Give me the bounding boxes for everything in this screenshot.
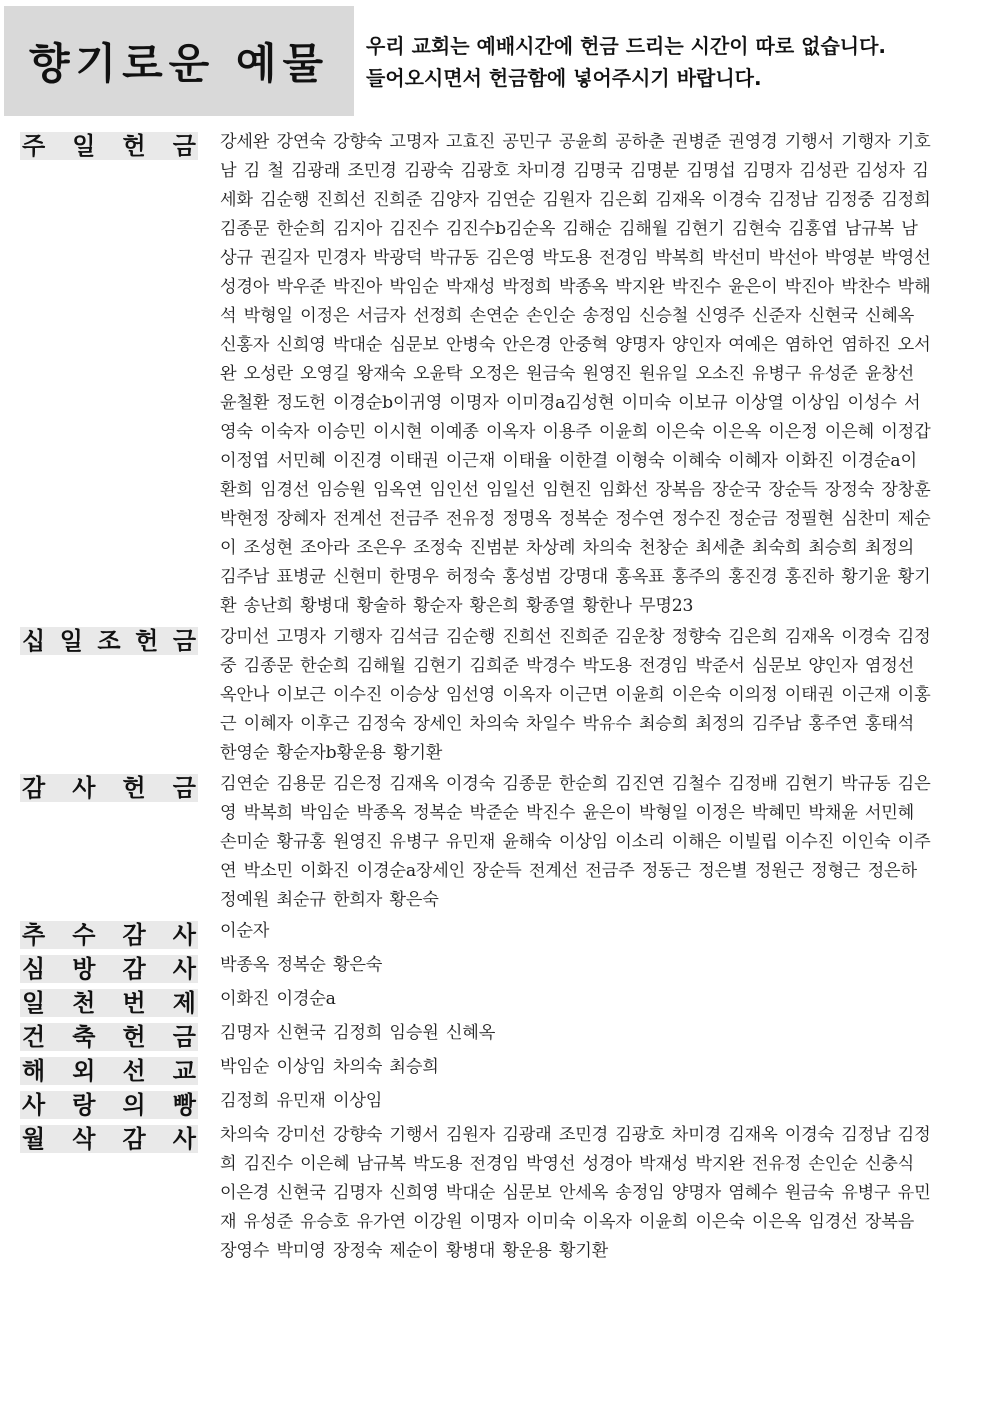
- section-label-char: 십: [22, 627, 46, 655]
- section-label-char: 의: [122, 1091, 146, 1119]
- section-label-char: 선: [122, 1057, 146, 1085]
- donor-names: 김연순 김용문 김은정 김재옥 이경숙 김종문 한순희 김진연 김철수 김정배 김현기 박규동 김은영 박복희 박임순 박종옥 정복순 박준순 박진수 윤은이 박형일 이정은 박혜민 박채윤 서민혜 손미순 황규홍 원영진 유병구 유민재 윤해숙 이상임 이소리 이해은 이빌립 이수진 이인숙 이주연 박소민 이화진 이경순a장세인 장순득 전계선 전금주 정동근 정은별 정원근 정형근 정은하 정예원 최순규 한희자 황은숙: [220, 774, 931, 910]
- section-label-char: 추: [22, 921, 46, 949]
- donor-names: 김정희 유민재 이상임: [220, 1091, 383, 1111]
- page-header: [4, 6, 988, 116]
- section-label-char: 금: [172, 1023, 196, 1051]
- section-label-char: 빵: [172, 1091, 196, 1119]
- section-label-char: 삭: [72, 1125, 96, 1153]
- donor-names: 김명자 신현국 김정희 임승원 신혜옥: [220, 1023, 496, 1043]
- section-label-char: 일: [59, 627, 83, 655]
- section-label-char: 감: [22, 774, 46, 802]
- section-visitation-thanks: [20, 951, 980, 983]
- section-label: [20, 774, 198, 802]
- notice-line-2: 들어오시면서 헌금함에 넣어주시기 바랍니다.: [366, 66, 762, 90]
- title-box: [4, 6, 354, 116]
- section-harvest-thanksgiving: [20, 917, 980, 949]
- section-label-char: 감: [122, 955, 146, 983]
- section-tithe: [20, 623, 980, 768]
- section-new-month-thanks: [20, 1121, 980, 1266]
- section-label-char: 일: [22, 989, 46, 1017]
- section-label-char: 감: [122, 1125, 146, 1153]
- section-label-char: 감: [122, 921, 146, 949]
- notice-line-1: 우리 교회는 예배시간에 헌금 드리는 시간이 따로 없습니다.: [366, 34, 887, 58]
- section-label-char: 금: [172, 774, 196, 802]
- section-overseas-missions: [20, 1053, 980, 1085]
- section-label: [20, 1023, 198, 1051]
- section-label: [20, 1125, 198, 1153]
- section-label-char: 일: [72, 132, 96, 160]
- offering-notice: [366, 30, 988, 94]
- section-label-char: 금: [172, 132, 196, 160]
- section-label-char: 랑: [72, 1091, 96, 1119]
- section-bread-of-love: [20, 1087, 980, 1119]
- section-label-char: 사: [72, 774, 96, 802]
- section-label-char: 해: [22, 1057, 46, 1085]
- page-title: 향기로운 예물: [28, 39, 330, 88]
- section-label-char: 번: [122, 989, 146, 1017]
- section-thousand-offerings: [20, 985, 980, 1017]
- section-label-char: 헌: [122, 1023, 146, 1051]
- section-label-char: 축: [72, 1023, 96, 1051]
- donor-names: 이순자: [220, 921, 270, 941]
- section-label-char: 천: [72, 989, 96, 1017]
- section-label-char: 제: [172, 989, 196, 1017]
- section-label: [20, 989, 198, 1017]
- section-building-fund: [20, 1019, 980, 1051]
- section-label-char: 월: [22, 1125, 46, 1153]
- section-label: [20, 132, 198, 160]
- section-label-char: 교: [172, 1057, 196, 1085]
- section-label: [20, 1091, 198, 1119]
- section-label-char: 사: [172, 921, 196, 949]
- donor-names: 강세완 강연숙 강향숙 고명자 고효진 공민구 공윤희 공하춘 권병준 권영경 기행서 기행자 기호남 김 철 김광래 조민경 김광숙 김광호 차미경 김명국 김명분 김명섭 김명자 김성관 김성자 김세화 김순행 진희선 진희준 김양자 김연순 김원자 김은회 김재옥 이경숙 김정남 김정중 김정희 김종문 한순희 김지아 김진수 김진수b김순옥 김해순 김해월 김현기 김현숙 김홍엽 남규복 남상규 권길자 민경자 박광덕 박규동 김은영 박도용 전경임 박복희 박선미 박선아 박영분 박영선 성경아 박우준 박진아 박임순 박재성 박정희 박종옥 박지완 박진수 윤은이 박진아 박찬수 박해석 박형일 이정은 서금자 선정희 손연순 손인순 송정임 신승철 신영주 신준자 신현국 신혜옥 신홍자 신희영 박대순 심문보 안병숙 안은경 안중혁 양명자 양인자 여예은 염하언 염하진 오서완 오성란 오영길 왕재숙 오윤탁 오정은 원금숙 원영진 원유일 오소진 유병구 유성준 윤창선 윤철환 정도헌 이경순b이귀영 이명자 이미경a김성현 이미숙 이보규 이상열 이상임 이성수 서영숙 이숙자 이승민 이시현 이예종 이옥자 이용주 이윤희 이은숙 이은옥 이은정 이은혜 이정갑 이정엽 서민혜 이진경 이태권 이근재 이태율 이한결 이형숙 이혜숙 이혜자 이화진 이경순a이환희 임경선 임승원 임옥연 임인선 임일선 임현진 임화선 장복음 장순국 장순득 장정숙 장창훈 박현정 장혜자 전계선 전금주 전유정 정명옥 정복순 정수연 정수진 정순금 정필현 심찬미 제순이 조성현 조아라 조은우 조정숙 진범분 차상례 차의숙 천창순 최세춘 최숙희 최승희 최정의 김주남 표병균 신현미 한명우 허정숙 홍성범 강명대 홍옥표 홍주의 홍진경 홍진하 황기윤 황기환 송난희 황병대 황술하 황순자 황은희 황종열 황한나 무명23: [220, 132, 931, 616]
- section-label-char: 방: [72, 955, 96, 983]
- section-label-char: 금: [172, 627, 196, 655]
- section-label-char: 건: [22, 1023, 46, 1051]
- section-label-char: 사: [172, 1125, 196, 1153]
- section-label: [20, 955, 198, 983]
- section-label-char: 헌: [135, 627, 159, 655]
- section-thanksgiving-offering: [20, 770, 980, 915]
- donor-names: 이화진 이경순a: [220, 989, 336, 1009]
- section-label-char: 수: [72, 921, 96, 949]
- donor-names: 박종옥 정복순 황은숙: [220, 955, 383, 975]
- section-label: [20, 1057, 198, 1085]
- section-label-char: 사: [22, 1091, 46, 1119]
- section-label-char: 헌: [122, 774, 146, 802]
- section-label: [20, 921, 198, 949]
- section-label-char: 주: [22, 132, 46, 160]
- section-label-char: 사: [172, 955, 196, 983]
- donor-names: 박임순 이상임 차의숙 최승희: [220, 1057, 439, 1077]
- section-sunday-offering: [20, 128, 980, 621]
- section-label-char: 조: [97, 627, 121, 655]
- section-label-char: 외: [72, 1057, 96, 1085]
- section-label: [20, 627, 198, 655]
- section-label-char: 헌: [122, 132, 146, 160]
- donor-names: 차의숙 강미선 강향숙 기행서 김원자 김광래 조민경 김광호 차미경 김재옥 이경숙 김정남 김정희 김진수 이은혜 남규복 박도용 전경임 박영선 성경아 박재성 박지완 전유정 손인순 신충식 이은경 신현국 김명자 신희영 박대순 심문보 안세옥 송정임 양명자 염혜수 원금숙 유병구 유민재 유성준 유승호 유가연 이강원 이명자 이미숙 이옥자 이윤희 이은숙 이은옥 임경선 장복음 장영수 박미영 장정숙 제순이 황병대 황운용 황기환: [220, 1125, 931, 1261]
- section-label-char: 심: [22, 955, 46, 983]
- offering-sections: [20, 128, 980, 1266]
- donor-names: 강미선 고명자 기행자 김석금 김순행 진희선 진희준 김운창 정향숙 김은희 김재옥 이경숙 김정중 김종문 한순희 김해월 김현기 김희준 박경수 박도용 전경임 박준서 심문보 양인자 염정선 옥안나 이보근 이수진 이승상 임선영 이옥자 이근면 이윤희 이은숙 이의정 이태권 이근재 이홍근 이혜자 이후근 김정숙 장세인 차의숙 차일수 박유수 최승희 최정의 김주남 홍주연 홍태석 한영순 황순자b황운용 황기환: [220, 627, 931, 763]
